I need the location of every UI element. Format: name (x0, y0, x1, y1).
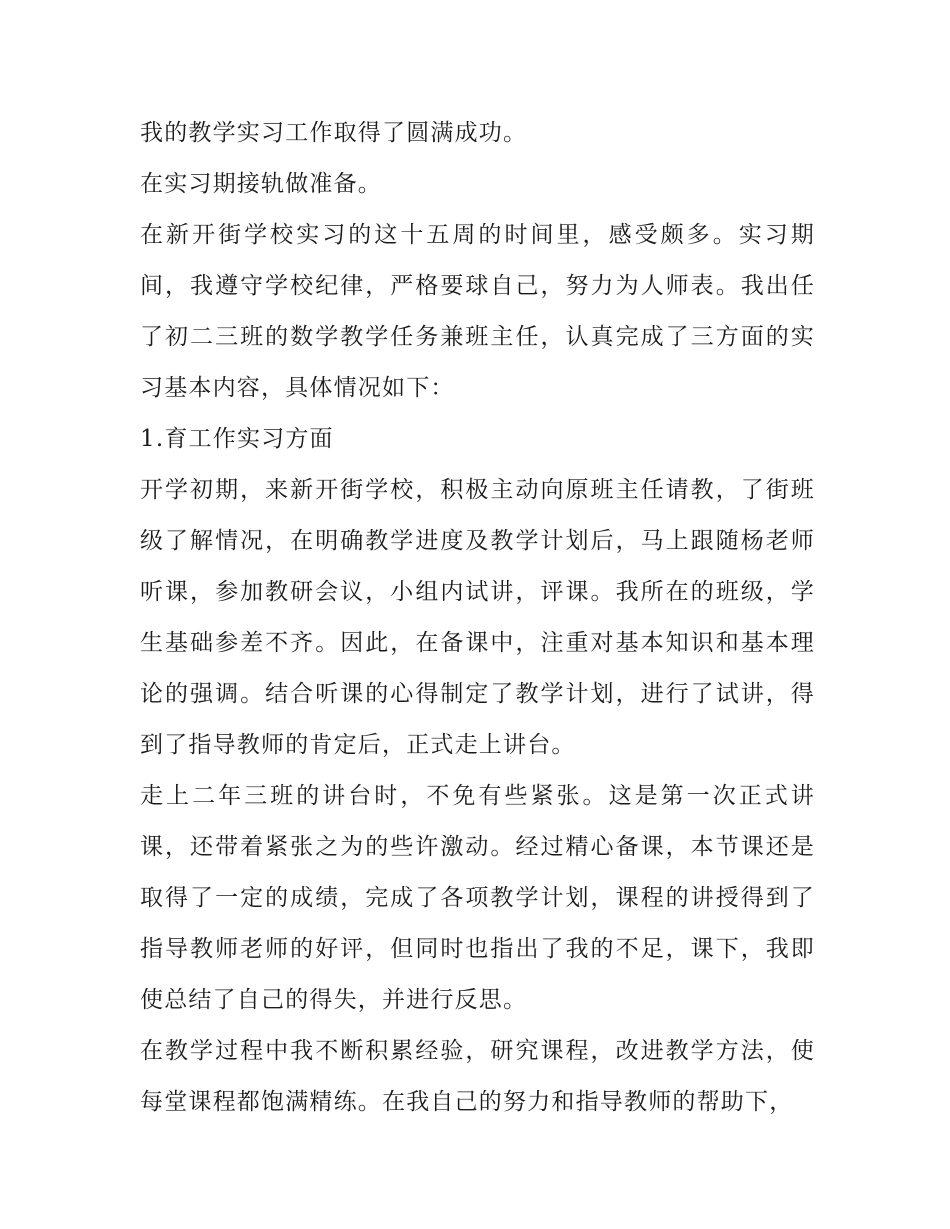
paragraph-2: 在实习期接轨做准备。 (140, 171, 382, 197)
section-heading: 1.育工作实习方面 (140, 426, 334, 452)
paragraph-4: 开学初期，来新开街学校，积极主动向原班主任请教，了街班级了解情况，在明确教学进度及教学计划后，马上跟随杨老师听课，参加教研会议，小组内试讲，评课。我所在的班级，学生基础参差不齐。因此，在备课中，注重对基本知识和基本理论的强调。结合听课的心得制定了教学计划，进行了试讲，得到了指导教师的肯定后，正式走上讲台。 (140, 477, 815, 758)
paragraph-3: 在新开街学校实习的这十五周的时间里，感受颇多。实习期间，我遵守学校纪律，严格要球自己，努力为人师表。我出任了初二三班的数学教学任务兼班主任，认真完成了三方面的实习基本内容，具体情况如下： (140, 222, 815, 401)
paragraph-6: 在教学过程中我不断积累经验，研究课程，改进教学方法，使每堂课程都饱满精练。在我自己的努力和指导教师的帮助下， (140, 1038, 815, 1115)
paragraph-5: 走上二年三班的讲台时，不免有些紧张。这是第一次正式讲课，还带着紧张之为的些许激动。经过精心备课，本节课还是取得了一定的成绩，完成了各项教学计划，课程的讲授得到了指导教师老师的好评，但同时也指出了我的不足，课下，我即使总结了自己的得失，并进行反思。 (140, 783, 815, 1013)
paragraph-1: 我的教学实习工作取得了圆满成功。 (140, 120, 528, 146)
document-body (140, 108, 815, 1128)
